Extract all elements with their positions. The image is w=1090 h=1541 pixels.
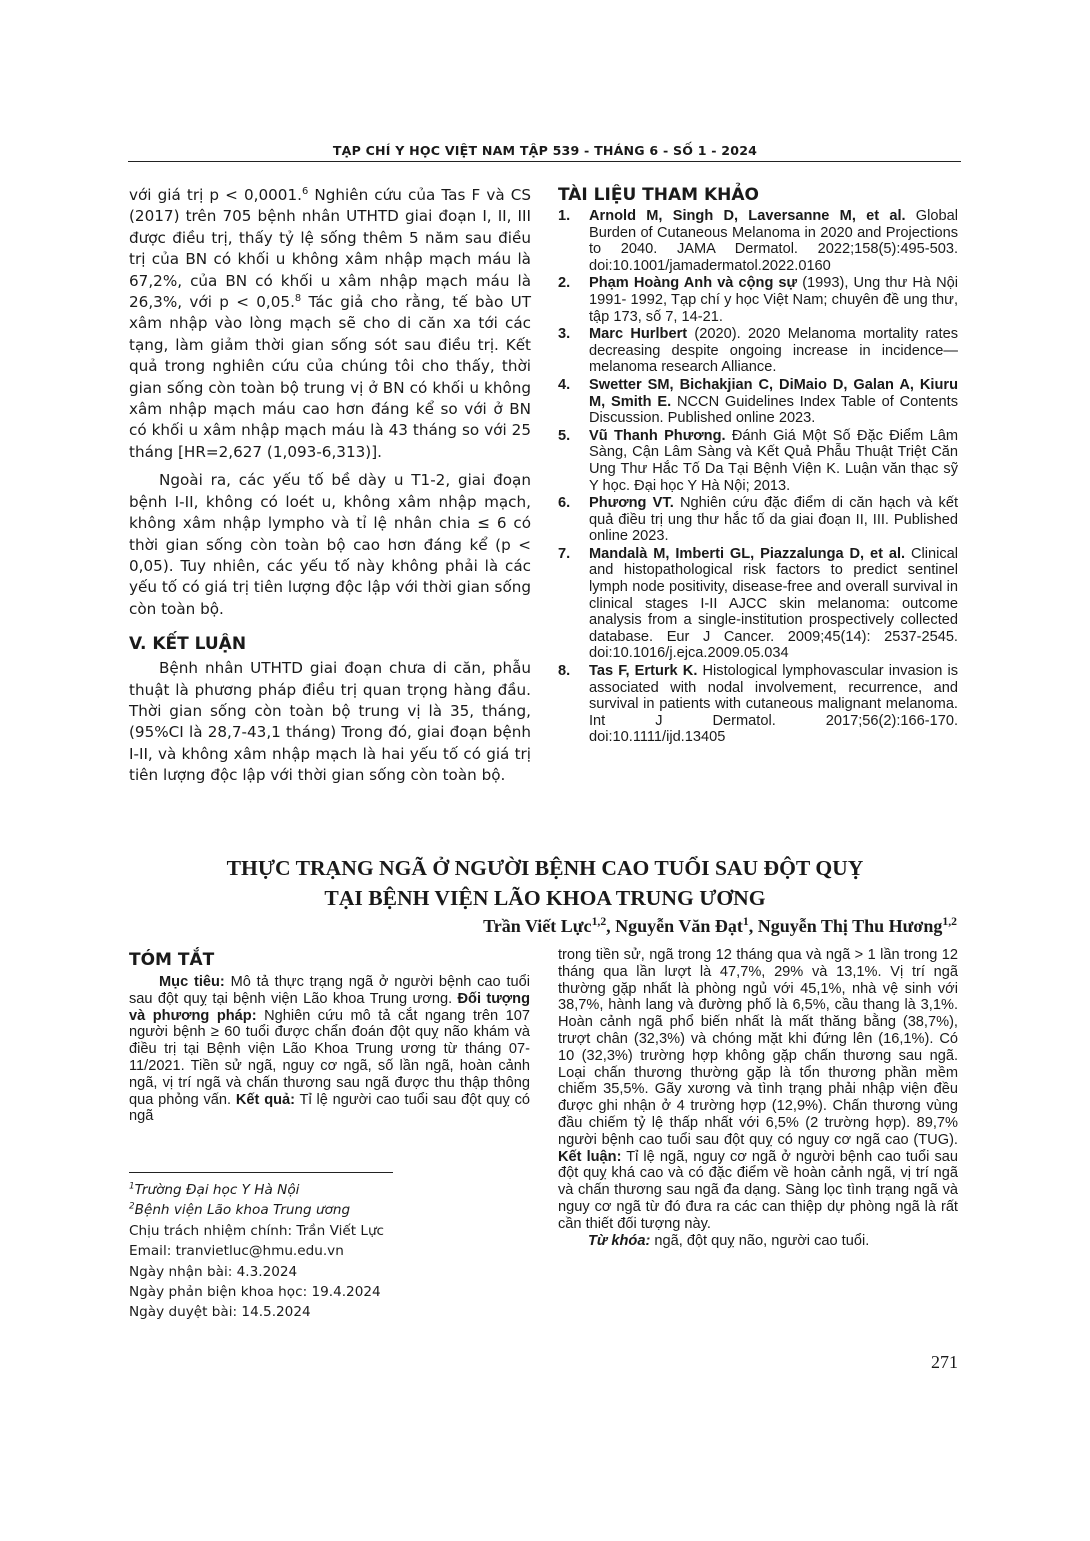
paragraph-tas (129, 185, 531, 463)
reference-number: 5. (558, 427, 571, 444)
conclusion-title: V. KẾT LUẬN (129, 634, 247, 655)
reference-text: NCCN Guidelines Index Table of Contents Discussion. Published online 2023. (589, 393, 958, 427)
text-run: Nghiên cứu mô tả cắt ngang trên 107 người bệnh ≥ 60 tuổi được chẩn đoán đột quỵ não khám và điều trị tại Bệnh viện Lão Khoa Trung ương từ tháng 07-11/2021. Tiền sử ngã, nguy cơ ngã, số lần ngã, hoàn cảnh ngã, vị trí ngã và chấn thương sau ngã được thu thập thông qua phỏng vấn. (129, 1007, 530, 1108)
text-run: Tỉ lệ ngã, nguy cơ ngã ở người bệnh cao tuổi sau đột quỵ khá cao và có đặc điểm về hoàn cảnh ngã, vị trí ngã và chấn thương sau ngã đa dạng. Sàng lọc tình trạng ngã và nguy cơ ngã từ đó đưa ra các can thiệp dự phòng ngã là rất cần thiết đối tượng này. (558, 1148, 958, 1232)
left-column (129, 185, 531, 787)
references-section (558, 185, 958, 747)
footnote-rule (129, 1172, 393, 1173)
page-number: 271 (931, 1352, 958, 1372)
reference-item (558, 275, 958, 325)
paragraph-conclusion: Bệnh nhân UTHTD giai đoạn chưa di căn, phẫu thuật là phương pháp điều trị quan trọng hàng đầu. Thời gian sống còn toàn bộ trung vị là 35, tháng, (95%CI là 28,7-43,1 tháng) Trong đó, giai đoạn bệnh I-II, và không xâm nhập mạch là hai yếu tố có giá trị tiên lượng độc lập với thời gian sống còn toàn bộ. (129, 659, 531, 785)
affiliation-1 (129, 1180, 529, 1200)
affiliation-text: Trường Đại học Y Hà Nội (134, 1182, 300, 1198)
reference-authors: Phương VT. (589, 495, 674, 512)
affiliation-text: Bệnh viện Lão khoa Trung ương (134, 1202, 351, 1219)
header-rule (128, 161, 961, 162)
author-separator: , (748, 916, 758, 936)
reference-authors: Arnold M, Singh D, Laversanne M, et al. (589, 208, 906, 224)
author-name: Trần Viết Lực (483, 916, 592, 936)
reference-authors: Phạm Hoàng Anh và cộng sự (589, 275, 798, 292)
affiliation-sup: 1 (129, 1181, 135, 1192)
abstract-paragraph (129, 974, 530, 1125)
author-affiliation-sup: 1 (742, 915, 749, 928)
author-line (483, 916, 957, 937)
keywords-label: Từ khóa: (588, 1232, 651, 1249)
footnotes (129, 1180, 529, 1323)
article-title (0, 853, 1090, 913)
reference-number: 2. (558, 275, 571, 292)
reference-text: Đánh Giá Một Số Đặc Điểm Lâm Sàng, Cận Lâm Sàng và Kết Quả Phẫu Thuật Triệt Căn Ung Thư Hắc Tố Da Tại Bệnh Viện K. Luận văn thạc sỹ Y học. Đại học Y Hà Nội; 2013. (589, 427, 958, 494)
reference-authors: Marc Hurlbert (589, 326, 688, 343)
reference-number: 8. (558, 663, 571, 680)
text-run: Nghiên cứu của Tas F và CS (2017) trên 705 bệnh nhân UTHTD giai đoạn I, II, III được điều trị, thấy tỷ lệ sống thêm 5 năm sau điều trị của BN có khối u không xâm nhập mạch máu là 67,2%, của BN có khối u xâm nhập mạch máu là 26,3%, với p < 0,05. (129, 186, 531, 312)
text-run: trong tiền sử, ngã trong 12 tháng qua và ngã > 1 lần trong 12 tháng qua lần lượt là 47,7%, 29% và 13,1%. Vị trí ngã thường gặp nhất là phòng ngủ với 45,1%, nhà vệ sinh với 38,7%, hành lang và đường phố là 6,5%, cầu thang là 3,1%. Hoàn cảnh ngã phổ biến nhất là mất thăng bằng (38,7%), trượt chân (32,3%) và chóng mặt khi đứng lên (16,1%). Có 10 (32,3%) trường hợp không gặp chấn thương sau ngã. Loại chấn thương thường gặp là tổn thương phần mềm chiếm 35,5%. Gãy xương và tình trạng phải nhập viện đều được ghi nhận ở 4 trường hợp (12,9%). Chấn thương vùng đầu chiếm tỷ lệ thấp nhất với 6,5% (2 trường hợp). 89,7% người bệnh cao tuổi sau đột quỵ có nguy cơ ngã cao (TUG). (558, 947, 958, 1148)
reference-number: 1. (558, 208, 571, 224)
reference-item (558, 208, 958, 274)
reference-text: Clinical and histopathological risk factors to predict sentinel lymph node positivity, disease-free and overall survival in clinical stages I-II AJCC skin melanoma: outcome analysis from a single-institution prospectively collected database. Eur J Cancer. 2009;45(14): 2537-2545. doi:10.1016/j.ejca.2009.05.034 (589, 545, 958, 662)
text-run: với giá trị p < 0,0001. (129, 186, 302, 204)
text-run: Mô tả thực trạng ngã ở người bệnh cao tuổi sau đột quỵ tại bệnh viện Lão khoa Trung ương. (129, 974, 530, 1007)
reference-authors: Tas F, Erturk K. (589, 663, 698, 680)
reference-authors: Mandalà M, Imberti GL, Piazzalunga D, et al. (589, 545, 906, 562)
reference-number: 4. (558, 376, 571, 393)
text-run: Tác giả cho rằng, tế bào UT xâm nhập vào lòng mạch sẽ cho di căn xa tới các tạng, làm giảm thời gian sống sót sau điều trị. Kết quả trong nghiên cứu của chúng tôi cho thấy, thời gian sống còn toàn bộ trung vị ở BN có khối u không xâm nhập mạch máu cao hơn đáng kể so với ở BN có khối u xâm nhập mạch máu là 43 tháng so với 25 tháng [HR=2,627 (1,093-6,313)]. (129, 293, 531, 461)
reference-text: Nghiên cứu đặc điểm di căn hạch và kết quả điều trị ung thư hắc tố da giai đoạn II, III. Published online 2023. (589, 495, 959, 545)
journal-header: TẠP CHÍ Y HỌC VIỆT NAM TẬP 539 - THÁNG 6 - SỐ 1 - 2024 (332, 143, 758, 158)
reference-item (558, 326, 958, 376)
reference-authors: Vũ Thanh Phương. (589, 427, 726, 444)
result-label: Kết quả: (235, 1091, 295, 1108)
reference-text: (2020). 2020 Melanoma mortality rates decreasing despite ongoing increase in incidence—melanoma research Alliance. (589, 326, 958, 376)
author-affiliation-sup: 1,2 (942, 915, 957, 928)
references-list (558, 208, 958, 746)
abstract-continued (558, 947, 958, 1233)
responsible-author: Chịu trách nhiệm chính: Trần Viết Lực (129, 1222, 385, 1239)
citation-sup: 6 (301, 185, 309, 197)
date-reviewed: Ngày phản biện khoa học: 19.4.2024 (129, 1284, 381, 1301)
reference-item (558, 663, 958, 746)
reference-text: Histological lymphovascular invasion is associated with nodal involvement, recurrence, and survival in patients with cutaneous malignant melanoma. Int J Dermatol. 2017;56(2):166-170. doi:10.1111/ijd.13405 (589, 663, 959, 746)
reference-number: 6. (558, 495, 571, 512)
paragraph-other-factors: Ngoài ra, các yếu tố bề dày u T1-2, giai đoạn bệnh I-II, không có loét u, không xâm nhập mạch, không xâm nhập lympho và tỉ lệ nhân chia ≤ 6 có thời gian sống còn toàn bộ cao hơn đáng kể (p < 0,05). Tuy nhiên, các yếu tố này không phải là các yếu tố có giá trị tiên lượng độc lập với thời gian sống còn toàn bộ. (129, 471, 531, 618)
author-name: Nguyễn Thị Thu Hương (757, 916, 943, 936)
abstract-right (558, 947, 958, 1249)
keywords-text: ngã, đột quỵ não, người cao tuổi. (650, 1232, 870, 1249)
author-name: Nguyễn Văn Đạt (615, 916, 743, 936)
reference-item (558, 546, 958, 662)
reference-text: (1993), Ung thư Hà Nội 1991- 1992, Tạp chí y học Việt Nam; chuyên đề ung thư, tập 173, số 7, 14-21. (589, 275, 959, 325)
article-title-line1: THỰC TRẠNG NGÃ Ở NGƯỜI BỆNH CAO TUỔI SAU ĐỘT QUỴ (226, 856, 864, 880)
objective-label: Mục tiêu: (159, 974, 225, 990)
citation-sup: 8 (294, 292, 302, 304)
author-affiliation-sup: 1,2 (591, 915, 607, 928)
author-separator: , (606, 916, 616, 936)
article-title-line2: TẠI BỆNH VIỆN LÃO KHOA TRUNG ƯƠNG (324, 886, 766, 910)
reference-item (558, 377, 958, 427)
keywords (558, 1233, 958, 1250)
reference-authors: Swetter SM, Bichakjian C, DiMaio D, Galan A, Kiuru M, Smith E. (589, 376, 958, 410)
reference-number: 7. (558, 545, 571, 562)
reference-item (558, 495, 958, 545)
date-accepted: Ngày duyệt bài: 14.5.2024 (129, 1304, 311, 1321)
author-email: Email: tranvietluc@hmu.edu.vn (129, 1243, 344, 1260)
reference-number: 3. (558, 326, 571, 343)
text-run: Tỉ lệ người cao tuổi sau đột quỵ có ngã (129, 1091, 530, 1125)
method-label: Đối tượng và phương pháp: (129, 990, 530, 1024)
affiliation-2 (129, 1200, 529, 1220)
abstract-left (129, 950, 530, 1125)
date-received: Ngày nhận bài: 4.3.2024 (129, 1263, 298, 1280)
conclusion-label: Kết luận: (558, 1148, 622, 1165)
abstract-title: TÓM TẮT (129, 950, 215, 970)
affiliation-sup: 2 (129, 1201, 135, 1212)
reference-text: Global Burden of Cutaneous Melanoma in 2020 and Projections to 2040. JAMA Dermatol. 2022;158(5):495-503. doi:10.1001/jamadermatol.2022.0160 (589, 208, 958, 274)
references-title: TÀI LIỆU THAM KHẢO (558, 185, 759, 205)
reference-item (558, 428, 958, 494)
